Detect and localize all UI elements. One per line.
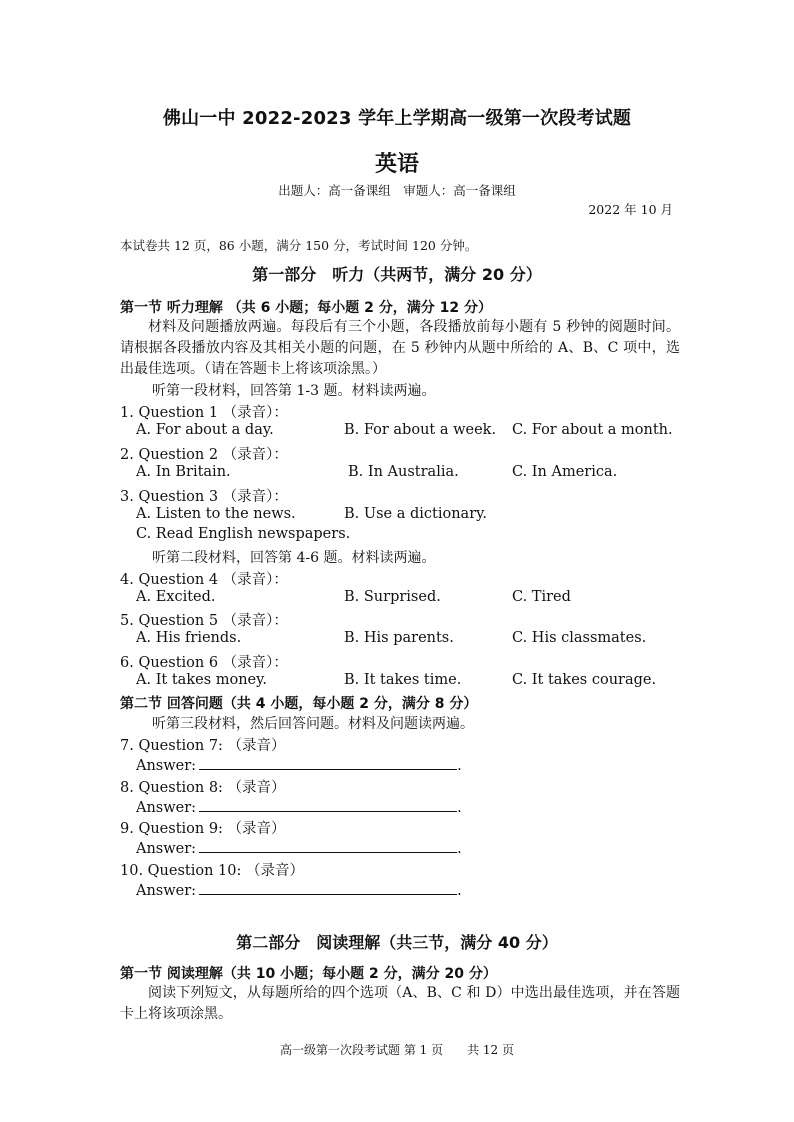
exam-title: 佛山一中 2022-2023 学年上学期高一级第一次段考试题 — [162, 108, 632, 129]
part1-section1-instructions: 材料及问题播放两遍。每段后有三个小题，各段播放前每小题有 5 秒钟的阅题时间。请根据各段播放内容及其相关小题的问题，在 5 秒钟内从题中所给的 A、B、C 项中，选出最佳选项。（请在答题卡上将该项涂黑。） — [120, 319, 680, 377]
question-label: 9. Question 9: （录音） — [120, 821, 286, 837]
question-label: 3. Question 3 （录音）： — [120, 489, 288, 505]
answer-blank[interactable] — [199, 755, 457, 770]
answer-blank[interactable] — [199, 880, 457, 895]
authors-line: 出题人：高一备课组 审题人：高一备课组 — [278, 183, 516, 198]
answer-line[interactable]: Answer: . — [136, 797, 462, 816]
part1-section1-title: 第一节 听力理解 （共 6 小题；每小题 2 分，满分 12 分） — [120, 300, 492, 316]
answer-label: Answer: — [136, 800, 197, 816]
part2-title: 第二部分 阅读理解（共三节，满分 40 分） — [236, 933, 558, 952]
option-b: B. Surprised. — [344, 589, 441, 605]
answer-line[interactable]: Answer: . — [136, 880, 462, 899]
subject-title: 英语 — [374, 152, 419, 177]
part2-section1-title: 第一节 阅读理解（共 10 小题；每小题 2 分，满分 20 分） — [120, 966, 497, 982]
option-b: B. Use a dictionary. — [344, 506, 488, 522]
option-b: B. In Australia. — [348, 464, 459, 480]
question-label: 2. Question 2 （录音）： — [120, 447, 288, 463]
option-a: A. For about a day. — [136, 422, 274, 438]
part2-section1-instructions: 阅读下列短文，从每题所给的四个选项（A、B、C 和 D）中选出最佳选项，并在答题卡上将该项涂黑。 — [120, 985, 680, 1022]
option-c: C. His classmates. — [512, 630, 647, 646]
option-a: A. It takes money. — [136, 672, 268, 688]
option-a: A. Excited. — [136, 589, 216, 605]
option-b: B. It takes time. — [344, 672, 462, 688]
question-label: 7. Question 7: （录音） — [120, 738, 286, 754]
option-a: A. His friends. — [136, 630, 242, 646]
exam-date: 2022 年 10 月 — [588, 202, 673, 217]
question-label: 4. Question 4 （录音）： — [120, 572, 288, 588]
listen-instruction-2: 听第二段材料，回答第 4-6 题。材料读两遍。 — [152, 550, 436, 566]
option-c: C. In America. — [512, 464, 618, 480]
question-label: 8. Question 8: （录音） — [120, 780, 286, 796]
page-footer: 高一级第一次段考试题 第 1 页 共 12 页 — [280, 1043, 514, 1057]
answer-blank[interactable] — [199, 797, 457, 812]
option-b: B. For about a week. — [344, 422, 497, 438]
option-a: A. In Britain. — [136, 464, 231, 480]
listen-instruction-3: 听第三段材料，然后回答问题。材料及问题读两遍。 — [152, 716, 474, 732]
part1-title: 第一部分 听力（共两节，满分 20 分） — [252, 265, 542, 284]
answer-blank[interactable] — [199, 838, 457, 853]
answer-line[interactable]: Answer: . — [136, 755, 462, 774]
option-c: C. Read English newspapers. — [136, 526, 351, 542]
listen-instruction-1: 听第一段材料，回答第 1-3 题。材料读两遍。 — [152, 383, 436, 399]
option-a: A. Listen to the news. — [136, 506, 296, 522]
question-label: 10. Question 10: （录音） — [120, 863, 305, 879]
option-c: C. For about a month. — [512, 422, 673, 438]
question-label: 5. Question 5 （录音）： — [120, 613, 288, 629]
question-label: 6. Question 6 （录音）： — [120, 655, 288, 671]
part1-section2-title: 第二节 回答问题（共 4 小题，每小题 2 分，满分 8 分） — [120, 696, 478, 712]
exam-intro: 本试卷共 12 页，86 小题，满分 150 分，考试时间 120 分钟。 — [120, 238, 478, 253]
question-label: 1. Question 1 （录音）： — [120, 405, 288, 421]
option-c: C. Tired — [512, 589, 571, 605]
answer-line[interactable]: Answer: . — [136, 838, 462, 857]
option-c: C. It takes courage. — [512, 672, 657, 688]
answer-label: Answer: — [136, 758, 197, 774]
option-b: B. His parents. — [344, 630, 454, 646]
answer-label: Answer: — [136, 841, 197, 857]
answer-label: Answer: — [136, 883, 197, 899]
